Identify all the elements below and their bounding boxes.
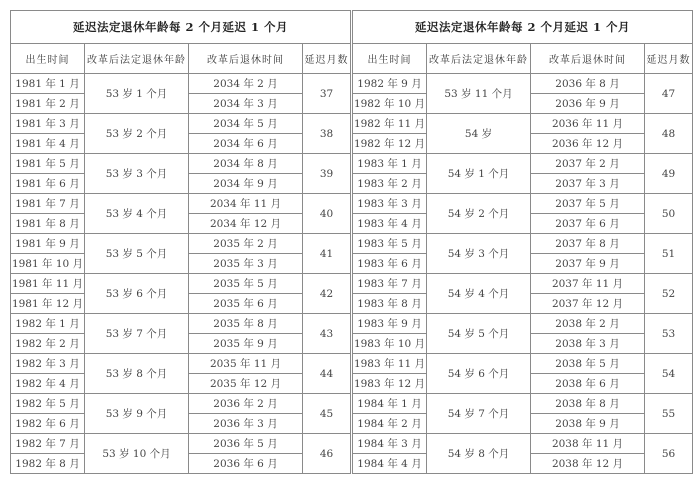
birth-time-cell: 1984 年 1 月 [353, 394, 427, 414]
birth-time-cell: 1981 年 9 月 [11, 234, 85, 254]
birth-time-cell: 1984 年 4 月 [353, 454, 427, 474]
birth-time-cell: 1982 年 3 月 [11, 354, 85, 374]
birth-time-cell: 1982 年 9 月 [353, 74, 427, 94]
table-title: 延迟法定退休年龄每 2 个月延迟 1 个月 [353, 11, 693, 44]
retirement-time-cell: 2036 年 3 月 [189, 414, 303, 434]
table-row [11, 74, 351, 94]
retirement-time-cell: 2037 年 2 月 [531, 154, 645, 174]
birth-time-cell: 1982 年 12 月 [353, 134, 427, 154]
retirement-age-cell: 53 岁 6 个月 [85, 274, 189, 314]
delay-months-cell: 52 [645, 274, 693, 314]
left-schedule-panel [10, 10, 350, 474]
birth-time-cell: 1983 年 8 月 [353, 294, 427, 314]
birth-time-cell: 1983 年 2 月 [353, 174, 427, 194]
birth-time-cell: 1982 年 2 月 [11, 334, 85, 354]
retirement-time-cell: 2036 年 12 月 [531, 134, 645, 154]
delay-months-cell: 56 [645, 434, 693, 474]
birth-time-cell: 1982 年 5 月 [11, 394, 85, 414]
retirement-time-cell: 2036 年 6 月 [189, 454, 303, 474]
retirement-age-cell: 53 岁 3 个月 [85, 154, 189, 194]
table-row [353, 234, 693, 254]
retirement-time-cell: 2036 年 8 月 [531, 74, 645, 94]
retirement-age-cell: 53 岁 2 个月 [85, 114, 189, 154]
birth-time-cell: 1982 年 8 月 [11, 454, 85, 474]
birth-time-cell: 1982 年 11 月 [353, 114, 427, 134]
header-delay-months: 延迟月数 [303, 44, 351, 74]
table-row [11, 434, 351, 454]
birth-time-cell: 1983 年 10 月 [353, 334, 427, 354]
delay-months-cell: 41 [303, 234, 351, 274]
birth-time-cell: 1983 年 12 月 [353, 374, 427, 394]
delay-months-cell: 45 [303, 394, 351, 434]
retirement-time-cell: 2038 年 2 月 [531, 314, 645, 334]
table-row [11, 154, 351, 174]
header-retirement-time: 改革后退休时间 [189, 44, 303, 74]
birth-time-cell: 1981 年 2 月 [11, 94, 85, 114]
table-row [11, 274, 351, 294]
birth-time-cell: 1983 年 3 月 [353, 194, 427, 214]
retirement-time-cell: 2034 年 6 月 [189, 134, 303, 154]
table-row [11, 194, 351, 214]
birth-time-cell: 1983 年 9 月 [353, 314, 427, 334]
retirement-time-cell: 2034 年 3 月 [189, 94, 303, 114]
retirement-time-cell: 2037 年 6 月 [531, 214, 645, 234]
retirement-time-cell: 2037 年 9 月 [531, 254, 645, 274]
birth-time-cell: 1981 年 3 月 [11, 114, 85, 134]
retirement-time-cell: 2034 年 5 月 [189, 114, 303, 134]
table-row [353, 394, 693, 414]
birth-time-cell: 1982 年 6 月 [11, 414, 85, 434]
retirement-age-cell: 54 岁 5 个月 [427, 314, 531, 354]
birth-time-cell: 1982 年 1 月 [11, 314, 85, 334]
delay-months-cell: 39 [303, 154, 351, 194]
retirement-time-cell: 2037 年 8 月 [531, 234, 645, 254]
birth-time-cell: 1982 年 7 月 [11, 434, 85, 454]
retirement-time-cell: 2035 年 6 月 [189, 294, 303, 314]
retirement-age-cell: 54 岁 [427, 114, 531, 154]
delay-months-cell: 43 [303, 314, 351, 354]
birth-time-cell: 1981 年 5 月 [11, 154, 85, 174]
retirement-time-cell: 2036 年 2 月 [189, 394, 303, 414]
birth-time-cell: 1981 年 6 月 [11, 174, 85, 194]
delay-months-cell: 40 [303, 194, 351, 234]
retirement-time-cell: 2034 年 11 月 [189, 194, 303, 214]
delay-months-cell: 49 [645, 154, 693, 194]
delay-months-cell: 48 [645, 114, 693, 154]
header-delay-months: 延迟月数 [645, 44, 693, 74]
table-row [353, 354, 693, 374]
retirement-time-cell: 2038 年 5 月 [531, 354, 645, 374]
table-row [11, 114, 351, 134]
delay-months-cell: 50 [645, 194, 693, 234]
retirement-time-cell: 2037 年 5 月 [531, 194, 645, 214]
retirement-time-cell: 2034 年 12 月 [189, 214, 303, 234]
table-row [353, 434, 693, 454]
retirement-time-cell: 2035 年 2 月 [189, 234, 303, 254]
birth-time-cell: 1983 年 11 月 [353, 354, 427, 374]
delay-months-cell: 54 [645, 354, 693, 394]
left-schedule-table [10, 10, 351, 474]
birth-time-cell: 1983 年 6 月 [353, 254, 427, 274]
retirement-age-cell: 53 岁 9 个月 [85, 394, 189, 434]
delay-months-cell: 51 [645, 234, 693, 274]
retirement-age-cell: 53 岁 1 个月 [85, 74, 189, 114]
retirement-age-cell: 54 岁 3 个月 [427, 234, 531, 274]
delay-months-cell: 46 [303, 434, 351, 474]
delay-months-cell: 37 [303, 74, 351, 114]
birth-time-cell: 1981 年 4 月 [11, 134, 85, 154]
birth-time-cell: 1984 年 3 月 [353, 434, 427, 454]
birth-time-cell: 1981 年 11 月 [11, 274, 85, 294]
birth-time-cell: 1983 年 7 月 [353, 274, 427, 294]
retirement-age-cell: 53 岁 5 个月 [85, 234, 189, 274]
header-birth-time: 出生时间 [353, 44, 427, 74]
table-title: 延迟法定退休年龄每 2 个月延迟 1 个月 [11, 11, 351, 44]
retirement-age-cell: 54 岁 7 个月 [427, 394, 531, 434]
retirement-age-cell: 53 岁 7 个月 [85, 314, 189, 354]
right-schedule-table [352, 10, 693, 474]
retirement-age-cell: 54 岁 2 个月 [427, 194, 531, 234]
table-row [353, 114, 693, 134]
retirement-time-cell: 2037 年 3 月 [531, 174, 645, 194]
birth-time-cell: 1982 年 10 月 [353, 94, 427, 114]
retirement-time-cell: 2038 年 11 月 [531, 434, 645, 454]
retirement-time-cell: 2034 年 2 月 [189, 74, 303, 94]
retirement-time-cell: 2035 年 9 月 [189, 334, 303, 354]
retirement-time-cell: 2035 年 3 月 [189, 254, 303, 274]
retirement-time-cell: 2034 年 8 月 [189, 154, 303, 174]
table-row [11, 354, 351, 374]
birth-time-cell: 1981 年 10 月 [11, 254, 85, 274]
table-row [353, 274, 693, 294]
table-row [353, 154, 693, 174]
retirement-time-cell: 2035 年 5 月 [189, 274, 303, 294]
delay-months-cell: 55 [645, 394, 693, 434]
delay-months-cell: 42 [303, 274, 351, 314]
retirement-time-cell: 2038 年 9 月 [531, 414, 645, 434]
table-row [11, 394, 351, 414]
retirement-age-cell: 54 岁 4 个月 [427, 274, 531, 314]
birth-time-cell: 1984 年 2 月 [353, 414, 427, 434]
header-retirement-time: 改革后退休时间 [531, 44, 645, 74]
birth-time-cell: 1981 年 8 月 [11, 214, 85, 234]
table-row [353, 194, 693, 214]
table-row [353, 74, 693, 94]
right-schedule-panel [352, 10, 692, 474]
birth-time-cell: 1981 年 12 月 [11, 294, 85, 314]
retirement-age-cell: 54 岁 8 个月 [427, 434, 531, 474]
birth-time-cell: 1983 年 1 月 [353, 154, 427, 174]
retirement-age-cell: 53 岁 4 个月 [85, 194, 189, 234]
table-row [11, 234, 351, 254]
delay-months-cell: 38 [303, 114, 351, 154]
retirement-age-cell: 54 岁 6 个月 [427, 354, 531, 394]
retirement-time-cell: 2035 年 12 月 [189, 374, 303, 394]
retirement-time-cell: 2038 年 3 月 [531, 334, 645, 354]
table-row [353, 314, 693, 334]
retirement-time-cell: 2035 年 8 月 [189, 314, 303, 334]
retirement-time-cell: 2037 年 12 月 [531, 294, 645, 314]
table-row [11, 314, 351, 334]
retirement-time-cell: 2038 年 12 月 [531, 454, 645, 474]
retirement-age-cell: 54 岁 1 个月 [427, 154, 531, 194]
retirement-time-cell: 2036 年 11 月 [531, 114, 645, 134]
retirement-age-cell: 53 岁 8 个月 [85, 354, 189, 394]
header-birth-time: 出生时间 [11, 44, 85, 74]
birth-time-cell: 1981 年 1 月 [11, 74, 85, 94]
birth-time-cell: 1982 年 4 月 [11, 374, 85, 394]
birth-time-cell: 1983 年 4 月 [353, 214, 427, 234]
retirement-time-cell: 2034 年 9 月 [189, 174, 303, 194]
retirement-time-cell: 2037 年 11 月 [531, 274, 645, 294]
birth-time-cell: 1981 年 7 月 [11, 194, 85, 214]
header-retirement-age: 改革后法定退休年龄 [85, 44, 189, 74]
delay-months-cell: 53 [645, 314, 693, 354]
retirement-time-cell: 2036 年 9 月 [531, 94, 645, 114]
retirement-time-cell: 2036 年 5 月 [189, 434, 303, 454]
birth-time-cell: 1983 年 5 月 [353, 234, 427, 254]
header-retirement-age: 改革后法定退休年龄 [427, 44, 531, 74]
retirement-age-cell: 53 岁 11 个月 [427, 74, 531, 114]
retirement-time-cell: 2038 年 8 月 [531, 394, 645, 414]
retirement-time-cell: 2038 年 6 月 [531, 374, 645, 394]
delay-months-cell: 44 [303, 354, 351, 394]
delay-months-cell: 47 [645, 74, 693, 114]
retirement-time-cell: 2035 年 11 月 [189, 354, 303, 374]
retirement-age-cell: 53 岁 10 个月 [85, 434, 189, 474]
